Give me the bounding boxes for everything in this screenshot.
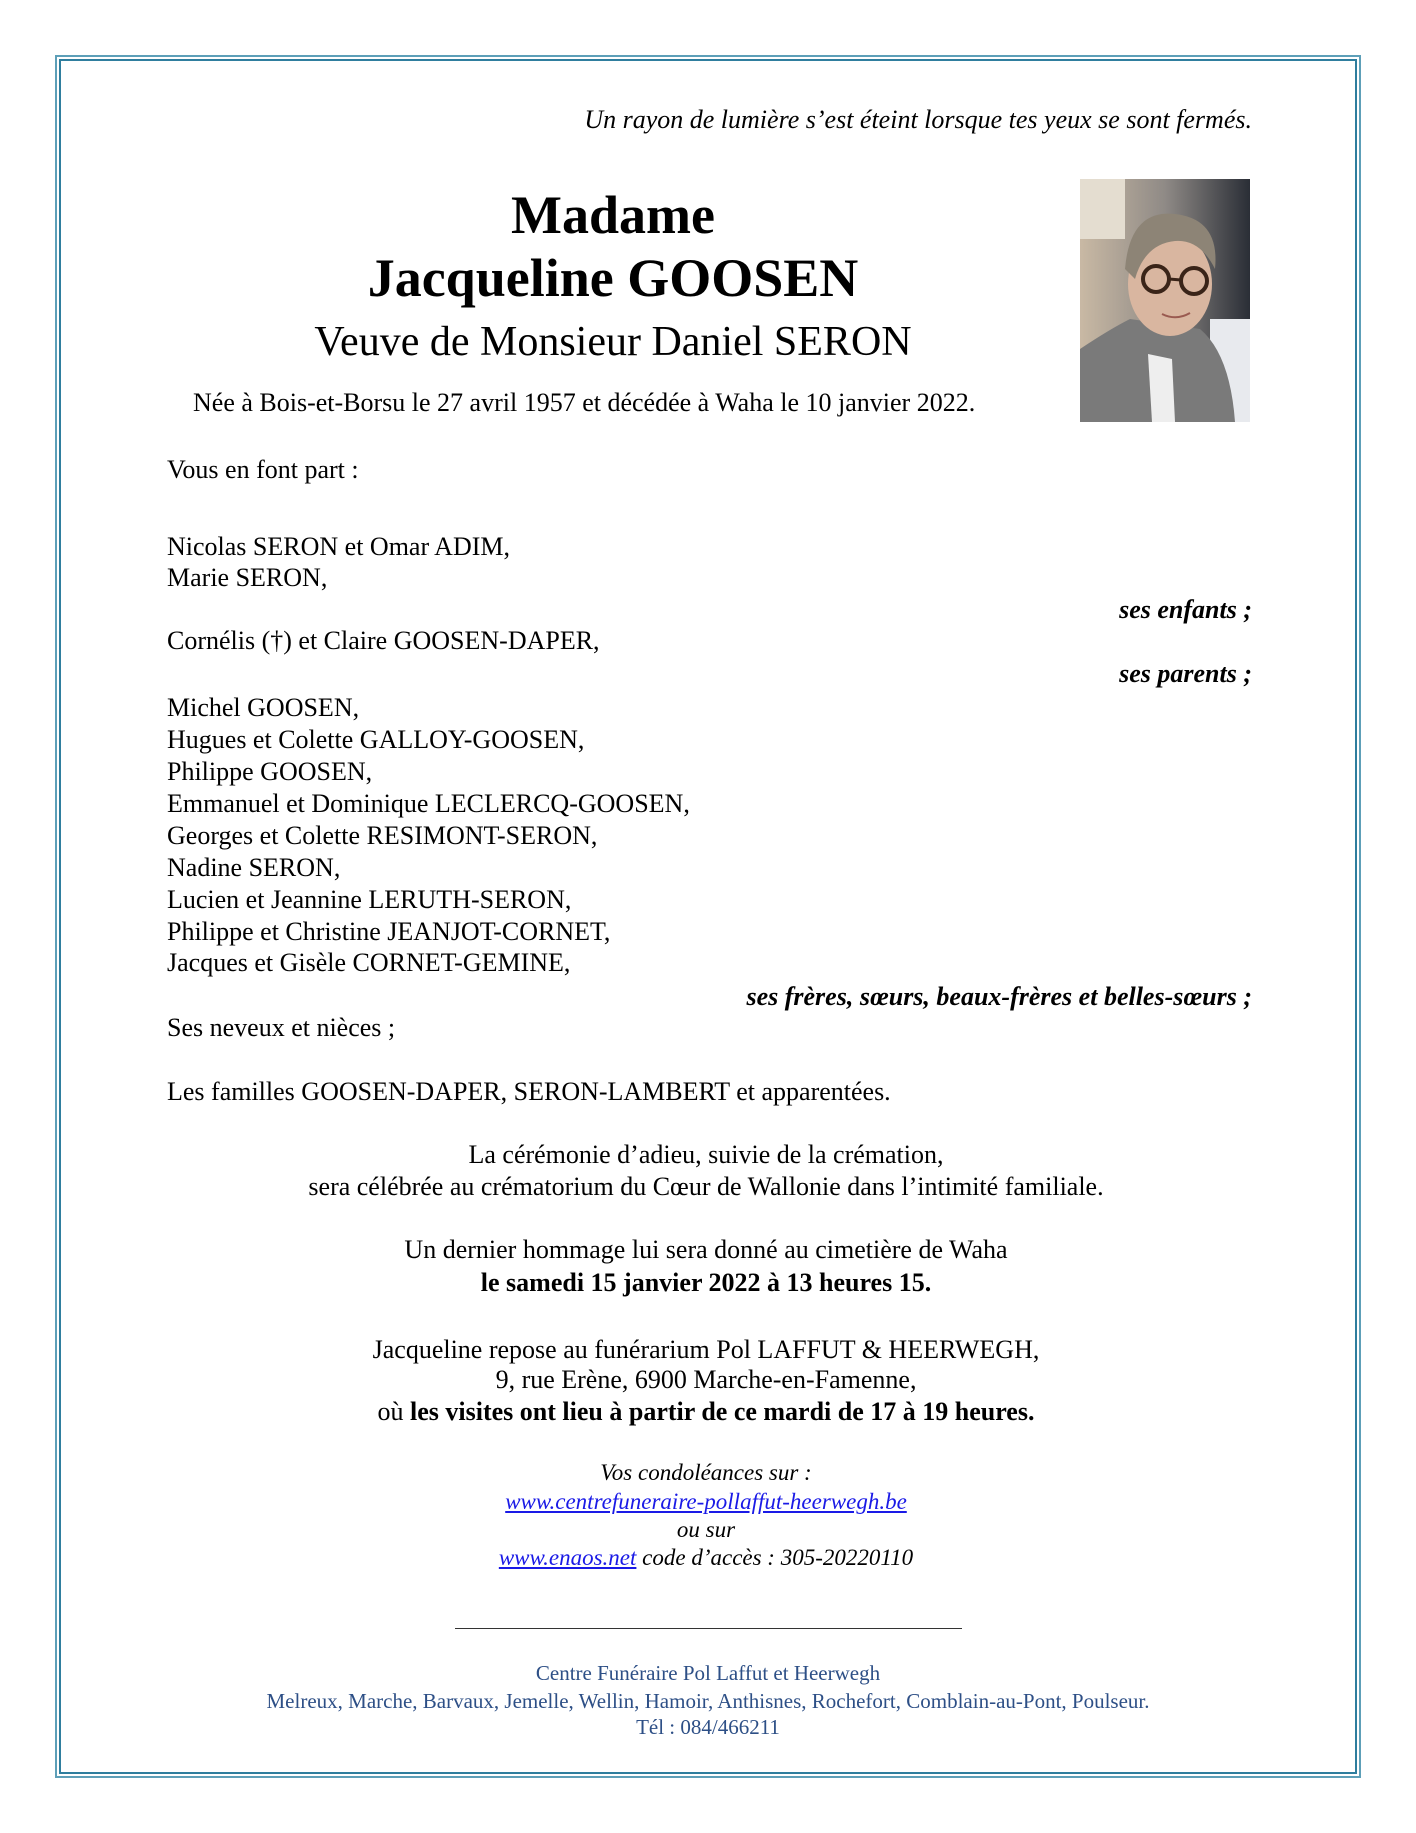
tribute-line: Un dernier hommage lui sera donné au cimetière de Waha [404, 1235, 1008, 1264]
family-member: Georges et Colette RESIMONT-SERON, [167, 821, 598, 850]
relation-label-siblings: ses frères, sœurs, beaux-frères et belles-sœurs ; [746, 982, 1252, 1011]
birth-death-line: Née à Bois-et-Borsu le 27 avril 1957 et décédée à Waha le 10 janvier 2022. [193, 388, 976, 417]
footer-locations: Melreux, Marche, Barvaux, Jemelle, Wellin, Hamoir, Anthisnes, Rochefort, Comblain-au-Pont, Poulseur. [266, 1689, 1150, 1713]
title: Madame [511, 185, 715, 245]
portrait-photo [1080, 179, 1250, 422]
tribute-date: le samedi 15 janvier 2022 à 13 heures 15. [480, 1268, 932, 1297]
quote: Un rayon de lumière s’est éteint lorsque tes yeux se sont fermés. [584, 105, 1252, 134]
family-member: Marie SERON, [167, 563, 328, 592]
relation-label-children: ses enfants ; [1119, 595, 1252, 624]
condolences-intro: Vos condoléances sur : [600, 1460, 812, 1485]
condolences-link-1[interactable]: www.centrefuneraire-pollaffut-heerwegh.be [505, 1489, 907, 1514]
condolences-link-2-row [0, 1544, 1412, 1572]
deceased-name: Jacqueline GOOSEN [367, 248, 859, 308]
footer-rule [455, 1628, 962, 1629]
family-member: Nadine SERON, [167, 853, 341, 882]
family-member: Michel GOOSEN, [167, 693, 360, 722]
nephews-line: Ses neveux et nièces ; [167, 1013, 396, 1042]
families-line: Les familles GOOSEN-DAPER, SERON-LAMBERT et apparentées. [167, 1077, 891, 1106]
footer-company: Centre Funéraire Pol Laffut et Heerwegh [535, 1661, 881, 1685]
family-member: Philippe et Christine JEANJOT-CORNET, [167, 917, 611, 946]
visit-hours: les visites ont lieu à partir de ce mardi de 17 à 19 heures. [410, 1397, 1035, 1426]
family-member: Jacques et Gisèle CORNET-GEMINE, [167, 948, 571, 977]
access-code: code d’accès : 305-20220110 [636, 1545, 914, 1570]
family-member: Hugues et Colette GALLOY-GOOSEN, [167, 725, 585, 754]
condolences-or: ou sur [676, 1517, 736, 1542]
rest-line-2: 9, rue Erène, 6900 Marche-en-Famenne, [495, 1365, 917, 1394]
rest-line-1: Jacqueline repose au funérarium Pol LAFFUT & HEERWEGH, [372, 1335, 1040, 1364]
family-member: Lucien et Jeannine LERUTH-SERON, [167, 885, 572, 914]
rest-line-3-prefix: où [377, 1397, 411, 1426]
footer-phone: Tél : 084/466211 [636, 1715, 780, 1739]
family-member: Nicolas SERON et Omar ADIM, [167, 532, 511, 561]
relation-label-parents: ses parents ; [1119, 659, 1252, 688]
family-member: Emmanuel et Dominique LECLERCQ-GOOSEN, [167, 789, 690, 818]
rest-line-3 [0, 1396, 1412, 1428]
ceremony-line: La cérémonie d’adieu, suivie de la crémation, [468, 1140, 944, 1169]
condolences-link-1-row [0, 1488, 1412, 1516]
condolences-link-2[interactable]: www.enaos.net [498, 1545, 637, 1570]
widow-of: Veuve de Monsieur Daniel SERON [314, 319, 912, 365]
portrait-photo-icon [1080, 179, 1250, 422]
family-member: Cornélis (†) et Claire GOOSEN-DAPER, [167, 626, 600, 655]
ceremony-line: sera célébrée au crématorium du Cœur de Wallonie dans l’intimité familiale. [308, 1172, 1104, 1201]
intro-line: Vous en font part : [167, 455, 359, 484]
family-member: Philippe GOOSEN, [167, 757, 373, 786]
